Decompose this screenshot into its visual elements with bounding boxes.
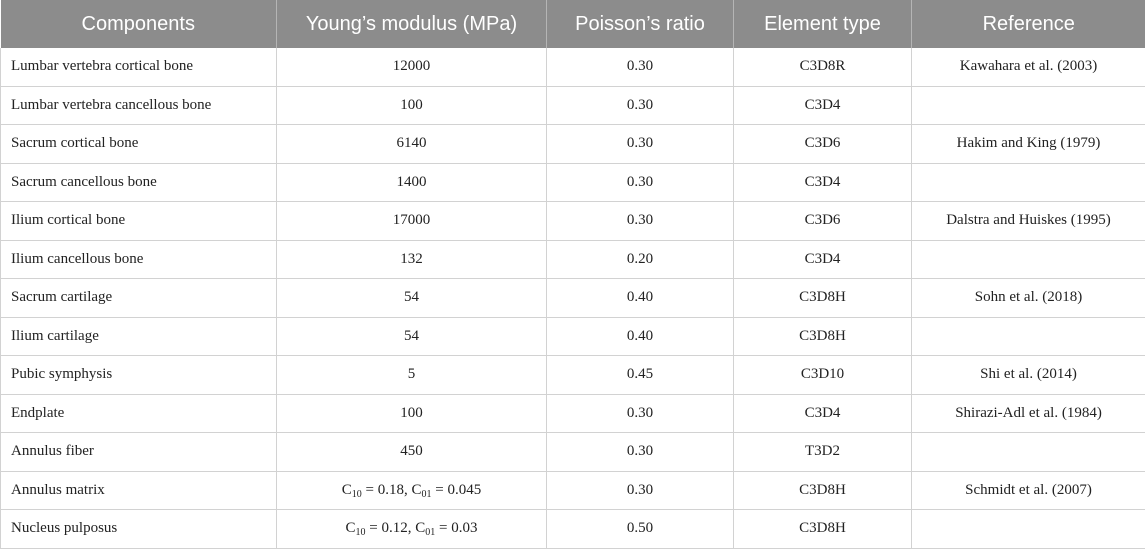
cell-poisson: 0.30 bbox=[547, 163, 734, 202]
cell-poisson: 0.30 bbox=[547, 48, 734, 86]
cell-poisson: 0.40 bbox=[547, 279, 734, 318]
table-row bbox=[1, 48, 1145, 86]
cell-element-type: C3D8H bbox=[734, 317, 912, 356]
cell-modulus: 12000 bbox=[277, 48, 547, 86]
c10-value: = 0.18, bbox=[361, 481, 412, 498]
cell-element-type: C3D8H bbox=[734, 471, 912, 510]
cell-poisson: 0.30 bbox=[547, 433, 734, 472]
c01-subscript: 01 bbox=[421, 488, 432, 500]
cell-modulus: 54 bbox=[277, 279, 547, 318]
c10-subscript: 10 bbox=[351, 488, 362, 500]
cell-reference: Schmidt et al. (2007) bbox=[912, 471, 1145, 510]
cell-component: Nucleus pulposus bbox=[1, 510, 277, 549]
cell-element-type: C3D8H bbox=[734, 279, 912, 318]
table-row bbox=[1, 202, 1145, 241]
cell-element-type: T3D2 bbox=[734, 433, 912, 472]
c10-value: = 0.12, bbox=[365, 520, 416, 537]
cell-reference: Hakim and King (1979) bbox=[912, 125, 1145, 164]
cell-reference: Dalstra and Huiskes (1995) bbox=[912, 202, 1145, 241]
c01-symbol: C bbox=[411, 481, 422, 498]
cell-reference: Shi et al. (2014) bbox=[912, 356, 1145, 395]
cell-element-type: C3D10 bbox=[734, 356, 912, 395]
table-body bbox=[1, 48, 1145, 548]
c01-value: = 0.045 bbox=[431, 481, 482, 498]
cell-modulus: 5 bbox=[277, 356, 547, 395]
cell-modulus bbox=[277, 471, 547, 510]
cell-component: Ilium cortical bone bbox=[1, 202, 277, 241]
cell-reference bbox=[912, 510, 1145, 549]
cell-modulus: 54 bbox=[277, 317, 547, 356]
cell-component: Lumbar vertebra cortical bone bbox=[1, 48, 277, 86]
cell-element-type: C3D6 bbox=[734, 125, 912, 164]
table-row bbox=[1, 356, 1145, 395]
cell-modulus: 100 bbox=[277, 394, 547, 433]
table-row bbox=[1, 279, 1145, 318]
cell-modulus: 100 bbox=[277, 86, 547, 125]
cell-modulus: 6140 bbox=[277, 125, 547, 164]
cell-component: Annulus matrix bbox=[1, 471, 277, 510]
cell-poisson: 0.45 bbox=[547, 356, 734, 395]
cell-component: Ilium cartilage bbox=[1, 317, 277, 356]
cell-reference: Shirazi-Adl et al. (1984) bbox=[912, 394, 1145, 433]
cell-element-type: C3D8H bbox=[734, 510, 912, 549]
header-element-type: Element type bbox=[734, 0, 912, 48]
cell-reference bbox=[912, 433, 1145, 472]
cell-poisson: 0.40 bbox=[547, 317, 734, 356]
cell-modulus: 17000 bbox=[277, 202, 547, 241]
c01-value: = 0.03 bbox=[435, 520, 478, 537]
table-row bbox=[1, 471, 1145, 510]
header-youngs-modulus: Young’s modulus (MPa) bbox=[277, 0, 547, 48]
table-header bbox=[1, 0, 1145, 48]
cell-component: Ilium cancellous bone bbox=[1, 240, 277, 279]
cell-reference bbox=[912, 86, 1145, 125]
table-row bbox=[1, 433, 1145, 472]
cell-reference bbox=[912, 240, 1145, 279]
table-row bbox=[1, 240, 1145, 279]
cell-reference bbox=[912, 163, 1145, 202]
c01-symbol: C bbox=[415, 520, 426, 537]
cell-element-type: C3D4 bbox=[734, 163, 912, 202]
cell-component: Endplate bbox=[1, 394, 277, 433]
cell-poisson: 0.30 bbox=[547, 471, 734, 510]
table-row bbox=[1, 163, 1145, 202]
cell-component: Sacrum cancellous bone bbox=[1, 163, 277, 202]
cell-poisson: 0.30 bbox=[547, 125, 734, 164]
header-row bbox=[1, 0, 1145, 48]
cell-component: Lumbar vertebra cancellous bone bbox=[1, 86, 277, 125]
table-row bbox=[1, 86, 1145, 125]
header-poissons-ratio: Poisson’s ratio bbox=[547, 0, 734, 48]
cell-poisson: 0.30 bbox=[547, 86, 734, 125]
header-components: Components bbox=[1, 0, 277, 48]
table-row bbox=[1, 317, 1145, 356]
cell-poisson: 0.50 bbox=[547, 510, 734, 549]
cell-poisson: 0.30 bbox=[547, 202, 734, 241]
cell-modulus: 132 bbox=[277, 240, 547, 279]
c10-symbol: C bbox=[345, 520, 356, 537]
cell-reference: Kawahara et al. (2003) bbox=[912, 48, 1145, 86]
c01-subscript: 01 bbox=[425, 527, 436, 539]
cell-component: Annulus fiber bbox=[1, 433, 277, 472]
cell-reference bbox=[912, 317, 1145, 356]
cell-element-type: C3D4 bbox=[734, 394, 912, 433]
cell-modulus: 450 bbox=[277, 433, 547, 472]
cell-component: Sacrum cortical bone bbox=[1, 125, 277, 164]
c10-symbol: C bbox=[341, 481, 352, 498]
header-reference: Reference bbox=[912, 0, 1145, 48]
cell-poisson: 0.30 bbox=[547, 394, 734, 433]
c10-subscript: 10 bbox=[355, 527, 366, 539]
cell-reference: Sohn et al. (2018) bbox=[912, 279, 1145, 318]
cell-component: Sacrum cartilage bbox=[1, 279, 277, 318]
cell-element-type: C3D4 bbox=[734, 240, 912, 279]
table-row bbox=[1, 394, 1145, 433]
cell-poisson: 0.20 bbox=[547, 240, 734, 279]
cell-modulus: 1400 bbox=[277, 163, 547, 202]
cell-component: Pubic symphysis bbox=[1, 356, 277, 395]
cell-modulus bbox=[277, 510, 547, 549]
cell-element-type: C3D6 bbox=[734, 202, 912, 241]
cell-element-type: C3D4 bbox=[734, 86, 912, 125]
table-row bbox=[1, 510, 1145, 549]
cell-element-type: C3D8R bbox=[734, 48, 912, 86]
table-row bbox=[1, 125, 1145, 164]
